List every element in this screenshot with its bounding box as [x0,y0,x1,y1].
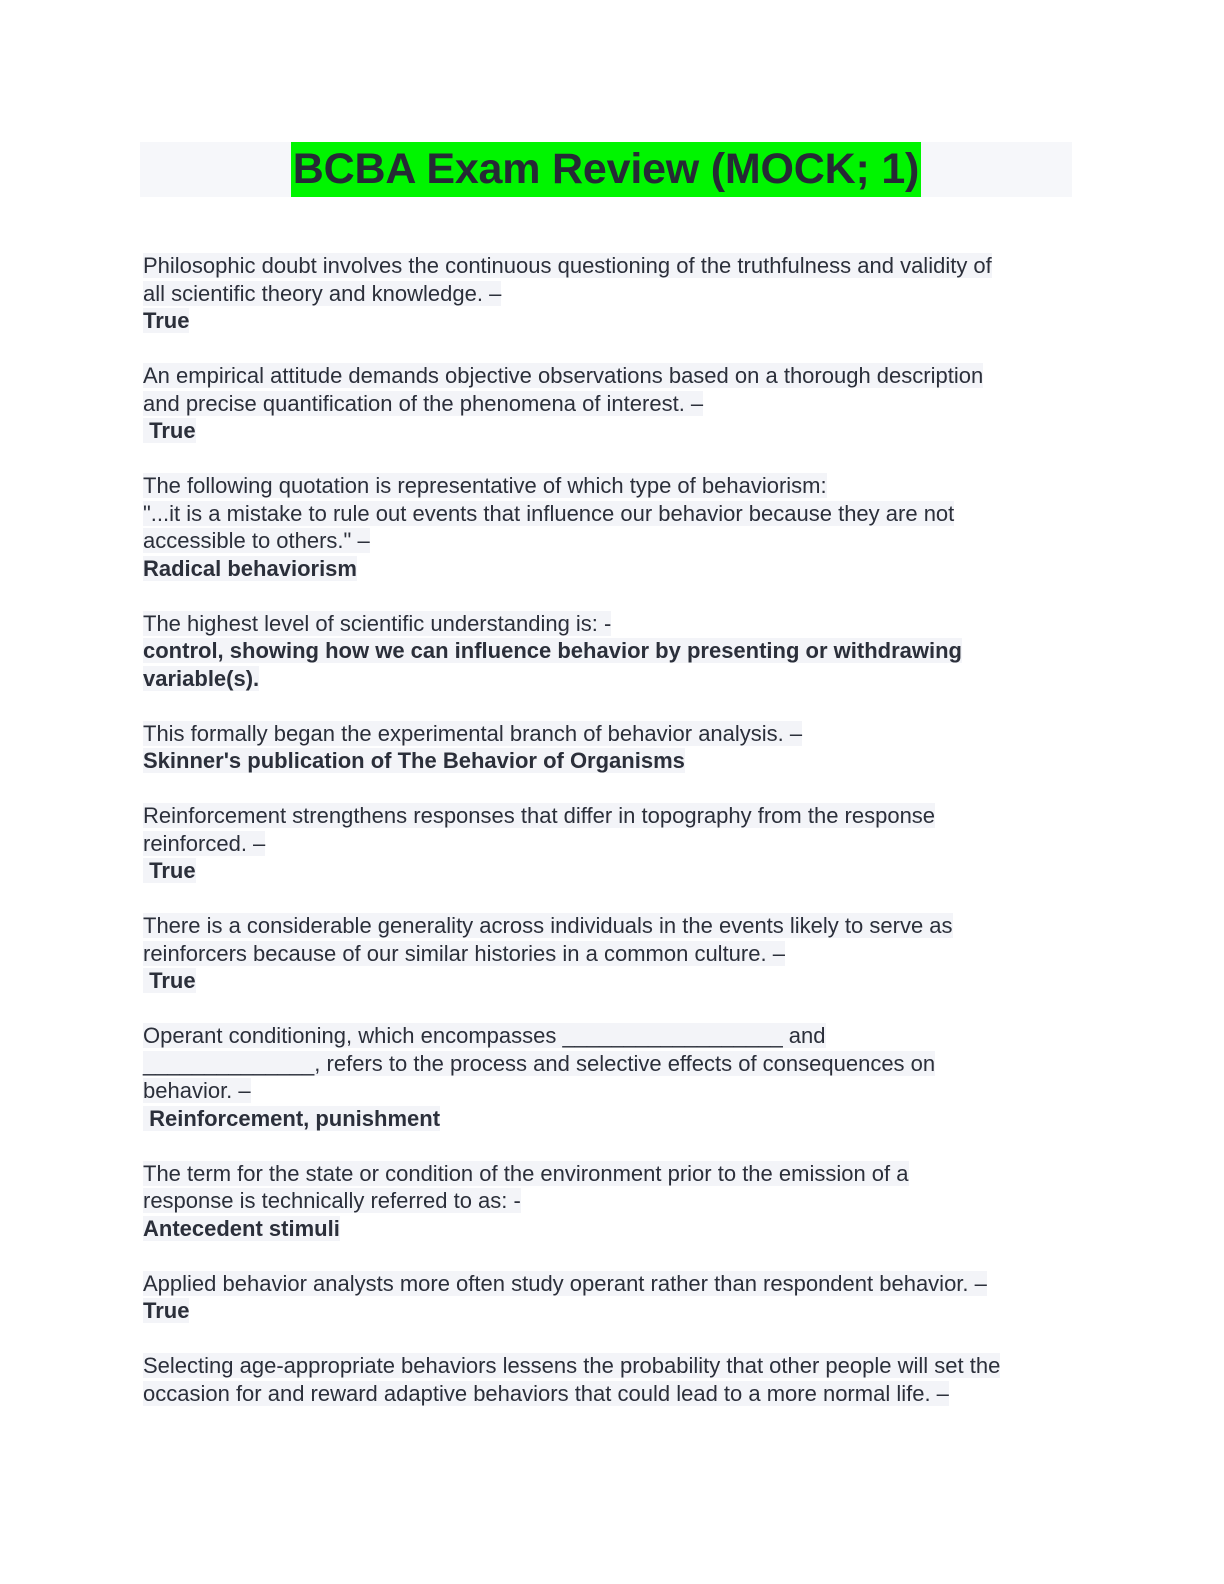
qa-item [143,720,1073,775]
answer-text: True [143,1298,190,1323]
qa-item [143,1270,1073,1325]
qa-item [143,252,1073,335]
title-band [140,142,1072,197]
answer-text: control, showing how we can influence behavior by presenting or withdrawing variable(s). [143,638,962,691]
question-text: The term for the state or condition of the environment prior to the emission of a response is technically referred to as: - [143,1160,909,1213]
question-text: Reinforcement strengthens responses that differ in topography from the response reinforced. – [143,803,936,856]
qa-item [143,362,1073,445]
question-text: The highest level of scientific understanding is: - [143,610,612,636]
answer-text: Radical behaviorism [143,555,357,581]
answer-text: True [143,418,196,443]
question-text: Applied behavior analysts more often study operant rather than respondent behavior. – [143,1270,987,1296]
document-body [143,252,1073,1435]
qa-item [143,610,1073,693]
qa-item [143,1160,1073,1243]
answer-text: True [143,858,196,883]
qa-item [143,1352,1073,1407]
question-text: Operant conditioning, which encompasses __________________ and ______________, refers to the process and selective effects of consequences on behavior. – [143,1023,936,1103]
answer-text: Reinforcement, punishment [143,1105,441,1131]
question-text: There is a considerable generality across individuals in the events likely to serve as reinforcers because of our similar histories in a common culture. – [143,913,953,966]
question-text: An empirical attitude demands objective observations based on a thorough description and precise quantification of the phenomena of interest. – [143,363,984,416]
qa-item [143,912,1073,995]
question-text: This formally began the experimental branch of behavior analysis. – [143,720,803,746]
question-text: The following quotation is representative of which type of behaviorism: "...it is a mistake to rule out events that influence our behavior because they are not accessible to others." – [143,473,955,553]
answer-text: Antecedent stimuli [143,1215,340,1241]
answer-text: True [143,308,190,333]
qa-item [143,1022,1073,1132]
answer-text: True [143,968,196,993]
qa-item [143,802,1073,885]
question-text: Philosophic doubt involves the continuous questioning of the truthfulness and validity of all scientific theory and knowledge. – [143,253,992,306]
document-title: BCBA Exam Review (MOCK; 1) [291,142,921,197]
question-text: Selecting age-appropriate behaviors lessens the probability that other people will set the occasion for and reward adaptive behaviors that could lead to a more normal life. – [143,1353,1001,1406]
answer-text: Skinner's publication of The Behavior of Organisms [143,748,685,773]
qa-item [143,472,1073,582]
